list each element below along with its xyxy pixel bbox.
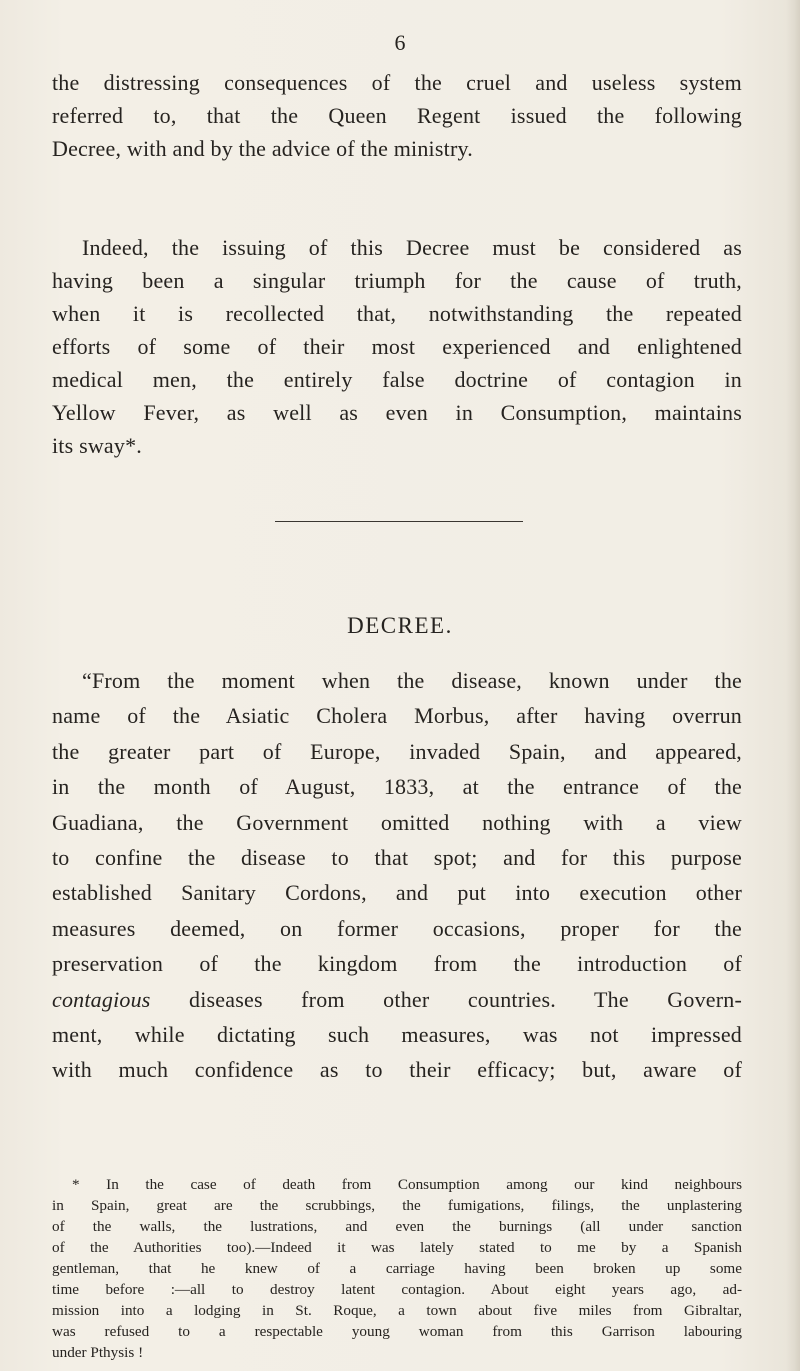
text-line: referred to, that the Queen Regent issued the following — [52, 103, 742, 128]
footnote-line: gentleman, that he knew of a carriage having been broken up some — [52, 1260, 742, 1277]
paragraph-indeed — [52, 231, 742, 462]
text-line: “From the moment when the disease, known under the — [82, 668, 742, 693]
text-line: preservation of the kingdom from the introduction of — [52, 951, 742, 977]
decree-heading: DECREE. — [347, 613, 453, 638]
italic-word: contagious — [52, 986, 151, 1012]
text-line-with-italic — [52, 982, 742, 1017]
section-divider — [275, 521, 523, 522]
text-line: Guadiana, the Government omitted nothing with a view — [52, 809, 742, 835]
footnote-line: time before :—all to destroy latent contagion. About eight years ago, ad- — [52, 1281, 742, 1298]
text-line: ment, while dictating such measures, was not impressed — [52, 1021, 742, 1047]
text-line: the distressing consequences of the cruel and useless system — [52, 70, 742, 95]
text-line: efforts of some of their most experienced and enlightened — [52, 334, 742, 359]
footnote-line: of the Authorities too).—Indeed it was lately stated to me by a Spanish — [52, 1239, 742, 1256]
footnote-line: was refused to a respectable young woman from this Garrison labouring — [52, 1323, 742, 1340]
text-line: with much confidence as to their efficacy; but, aware of — [52, 1057, 742, 1083]
text-line: in the month of August, 1833, at the entrance of the — [52, 774, 742, 800]
text-line: to confine the disease to that spot; and for this purpose — [52, 844, 742, 870]
footnote-line: in Spain, great are the scrubbings, the fumigations, filings, the unplastering — [52, 1197, 742, 1214]
page-number: 6 — [394, 30, 406, 55]
paragraph-intro — [52, 66, 742, 165]
text-line: measures deemed, on former occasions, proper for the — [52, 915, 742, 941]
text-line: Indeed, the issuing of this Decree must be considered as — [82, 235, 742, 260]
text-line: having been a singular triumph for the cause of truth, — [52, 268, 742, 293]
paragraph-decree — [52, 663, 742, 1088]
text-line: Decree, with and by the advice of the ministry. — [52, 136, 473, 161]
text-line: name of the Asiatic Cholera Morbus, after having overrun — [52, 703, 742, 729]
footnote-line: of the walls, the lustrations, and even the burnings (all under sanction — [52, 1218, 742, 1235]
footnote — [52, 1174, 742, 1363]
text-line: its sway*. — [52, 433, 142, 458]
footnote-line: under Pthysis ! — [52, 1344, 144, 1361]
text-line: medical men, the entirely false doctrine of contagion in — [52, 367, 742, 392]
text-line: diseases from other countries. The Govern- — [189, 986, 742, 1012]
text-line: when it is recollected that, notwithstanding the repeated — [52, 301, 742, 326]
footnote-line: mission into a lodging in St. Roque, a town about five miles from Gibraltar, — [52, 1302, 742, 1319]
text-line: the greater part of Europe, invaded Spain, and appeared, — [52, 738, 742, 764]
page-edge-shadow — [786, 0, 800, 1371]
text-line: Yellow Fever, as well as even in Consumption, maintains — [52, 400, 742, 425]
footnote-line: * In the case of death from Consumption among our kind neighbours — [72, 1176, 742, 1193]
text-line: established Sanitary Cordons, and put into execution other — [52, 880, 742, 906]
